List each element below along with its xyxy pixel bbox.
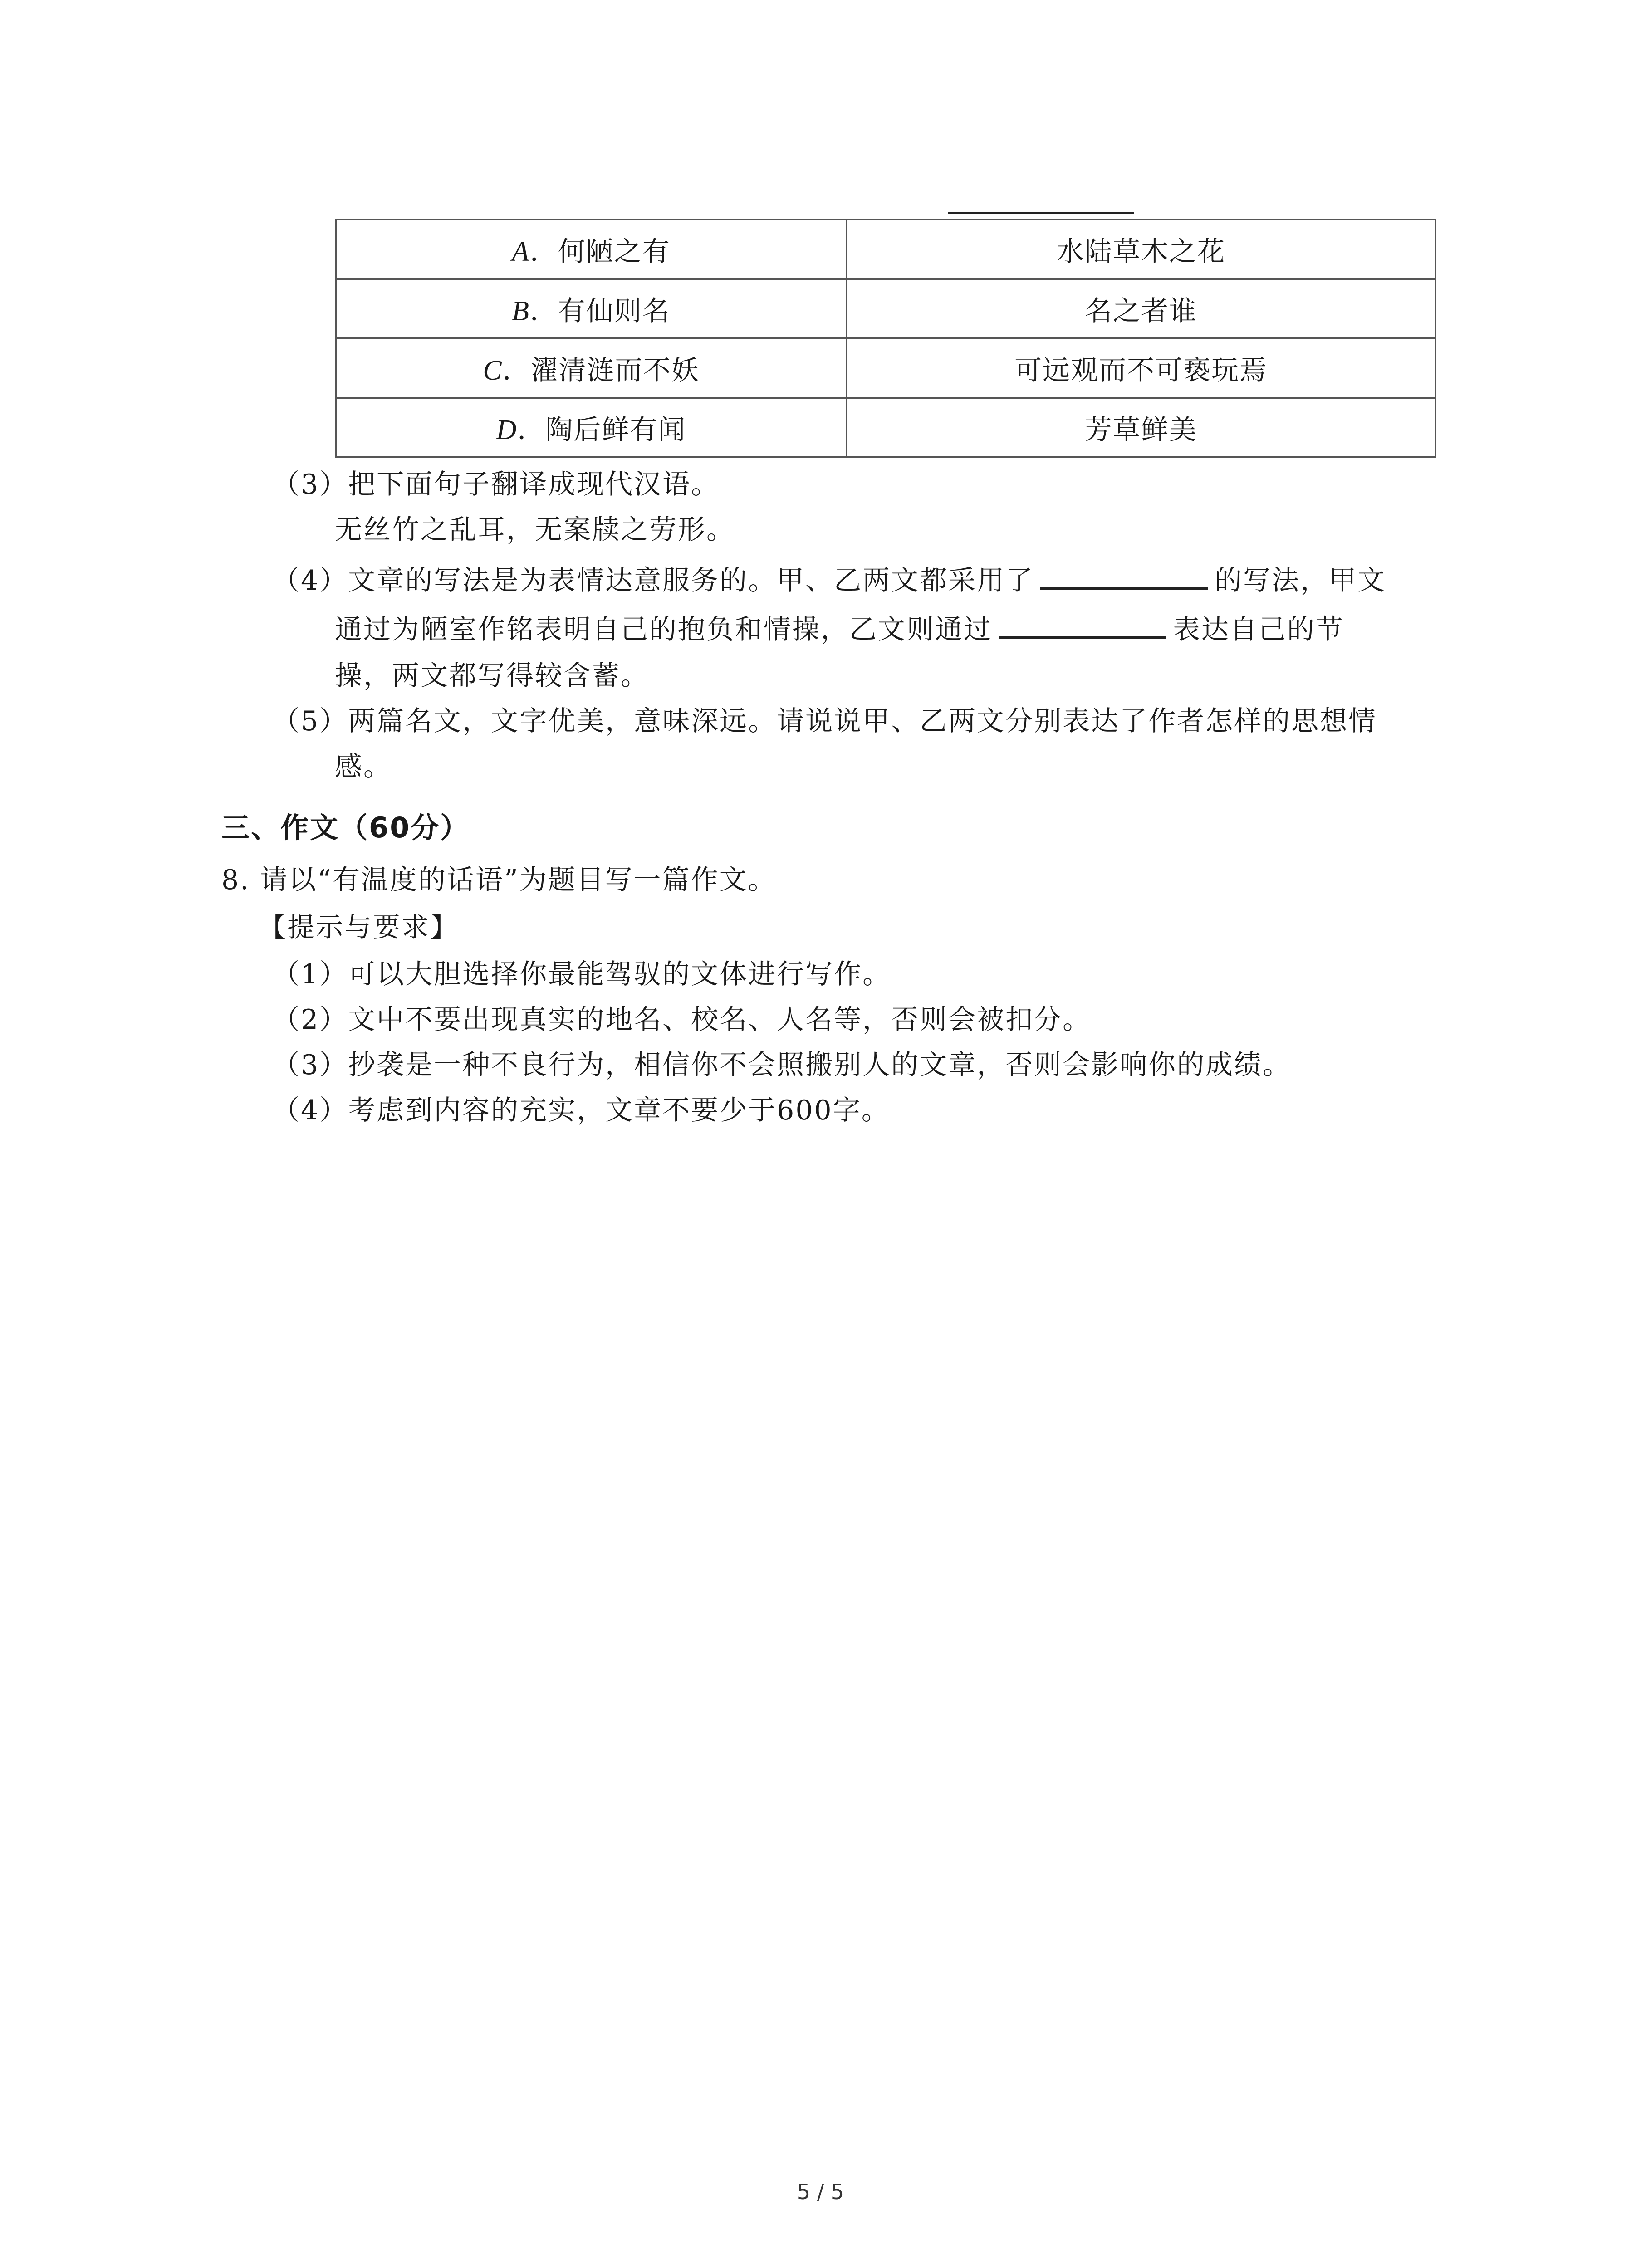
fill-blank-1[interactable] — [1040, 559, 1208, 590]
option-b-right: 名之者谁 — [847, 279, 1435, 338]
q8-tips-title: 【提示与要求】 — [259, 912, 459, 943]
q4-line3: 操，两文都写得较含蓄。 — [335, 660, 649, 692]
q8-prompt: 8. 请以“有温度的话语”为题目写一篇作文。 — [221, 864, 777, 896]
q5-line1: （5）两篇名文，文字优美，意味深远。请说说甲、乙两文分别表达了作者怎样的思想情 — [272, 705, 1377, 737]
option-d-right: 芳草鲜美 — [847, 398, 1435, 457]
q8-tip-1: （1）可以大胆选择你最能驾驭的文体进行写作。 — [272, 958, 892, 990]
page-number: 5 / 5 — [797, 2180, 844, 2204]
option-a-left: A．何陋之有 — [336, 220, 847, 279]
option-b-left: B．有仙则名 — [336, 279, 847, 338]
section-title: 三、作文（60分） — [221, 811, 470, 844]
table-row — [336, 279, 1435, 338]
fill-blank-2[interactable] — [999, 608, 1166, 639]
option-a-right: 水陆草木之花 — [847, 220, 1435, 279]
options-table — [335, 219, 1436, 458]
option-c-right: 可远观而不可亵玩焉 — [847, 338, 1435, 398]
option-d-left: D．陶后鲜有闻 — [336, 398, 847, 457]
q5-line2: 感。 — [335, 751, 392, 782]
q4-line1: （4）文章的写法是为表情达意服务的。甲、乙两文都采用了 的写法，甲文 — [272, 558, 1386, 603]
q8-tip-2: （2）文中不要出现真实的地名、校名、人名等，否则会被扣分。 — [272, 1004, 1092, 1036]
table-row — [336, 398, 1435, 457]
q3-sentence: 无丝竹之乱耳，无案牍之劳形。 — [335, 514, 735, 546]
option-c-left: C．濯清涟而不妖 — [336, 338, 847, 398]
q8-tip-3: （3）抄袭是一种不良行为，相信你不会照搬别人的文章，否则会影响你的成绩。 — [272, 1049, 1292, 1081]
q3-prompt: （3）把下面句子翻译成现代汉语。 — [272, 469, 720, 500]
table-row — [336, 338, 1435, 398]
q4-line2: 通过为陋室作铭表明自己的抱负和情操，乙文则通过 表达自己的节 — [335, 607, 1344, 652]
q8-tip-4: （4）考虑到内容的充实，文章不要少于600字。 — [272, 1095, 890, 1126]
answer-blank-line — [948, 212, 1134, 214]
table-row — [336, 220, 1435, 279]
